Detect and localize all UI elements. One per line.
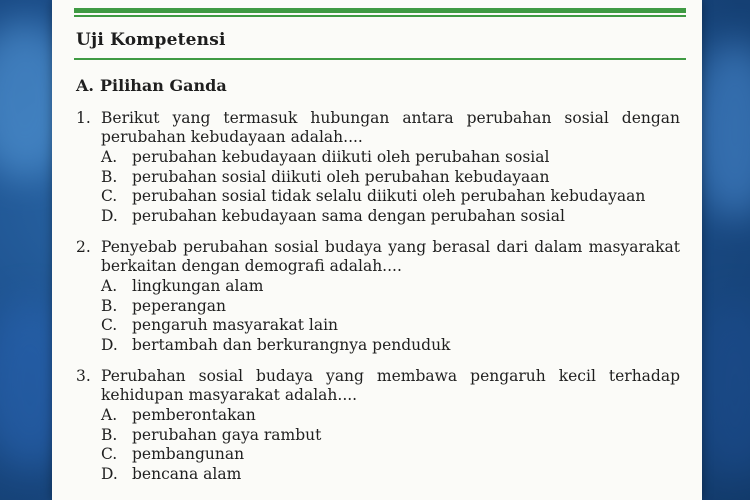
header-rule-thick [74, 8, 686, 13]
option-letter: A. [101, 406, 118, 424]
option-d [101, 207, 680, 227]
option-list [101, 406, 680, 484]
option-letter: D. [101, 206, 118, 225]
option-text: perubahan kebudayaan sama dengan perubahan sosial [132, 206, 565, 225]
option-text: perubahan sosial tidak selalu diikuti oleh perubahan kebudayaan [132, 187, 646, 205]
option-c [101, 445, 680, 465]
question-2 [76, 238, 680, 355]
part-title: Pilihan Ganda [100, 76, 227, 95]
question-3 [76, 367, 680, 484]
option-b [101, 168, 680, 188]
option-letter: C. [101, 445, 118, 463]
option-letter: A. [101, 277, 118, 295]
option-d [101, 465, 680, 485]
option-letter: C. [101, 316, 118, 334]
option-text: lingkungan alam [132, 277, 264, 295]
option-c [101, 316, 680, 336]
option-a [101, 148, 680, 168]
option-letter: B. [101, 296, 118, 315]
option-list [101, 277, 680, 355]
option-text: perubahan sosial diikuti oleh perubahan kebudayaan [132, 167, 550, 186]
document-page [52, 0, 702, 500]
option-b [101, 426, 680, 446]
question-text: Berikut yang termasuk hubungan antara perubahan sosial dengan perubahan kebudayaan adalah.... [101, 109, 680, 146]
question-number: 1. [76, 109, 91, 127]
option-letter: D. [101, 464, 118, 483]
question-text: Penyebab perubahan sosial budaya yang berasal dari dalam masyarakat berkaitan dengan demografi adalah.... [101, 238, 680, 275]
option-letter: C. [101, 187, 118, 205]
option-letter: B. [101, 167, 118, 186]
option-text: perubahan gaya rambut [132, 425, 322, 444]
question-1 [76, 109, 680, 226]
header-rule-thin [74, 15, 686, 17]
section-title: Uji Kompetensi [76, 30, 226, 50]
option-a [101, 406, 680, 426]
option-c [101, 187, 680, 207]
option-text: bertambah dan berkurangnya penduduk [132, 335, 451, 354]
questions-content [76, 76, 680, 496]
option-list [101, 148, 680, 226]
title-underline [74, 58, 686, 60]
option-text: pembangunan [132, 445, 245, 463]
question-row [76, 238, 680, 276]
option-d [101, 336, 680, 356]
question-number: 3. [76, 367, 91, 385]
option-letter: B. [101, 425, 118, 444]
part-letter: A. [76, 76, 94, 95]
part-heading [76, 76, 680, 95]
question-row [76, 109, 680, 147]
question-text: Perubahan sosial budaya yang membawa pengaruh kecil terhadap kehidupan masyarakat adalah.... [101, 367, 680, 404]
option-text: perubahan kebudayaan diikuti oleh perubahan sosial [132, 148, 550, 166]
option-a [101, 277, 680, 297]
option-letter: A. [101, 148, 118, 166]
question-row [76, 367, 680, 405]
option-text: peperangan [132, 296, 226, 315]
option-letter: D. [101, 335, 118, 354]
option-text: pemberontakan [132, 406, 256, 424]
question-number: 2. [76, 238, 91, 256]
question-list [76, 109, 680, 484]
option-b [101, 297, 680, 317]
option-text: bencana alam [132, 464, 242, 483]
option-text: pengaruh masyarakat lain [132, 316, 339, 334]
